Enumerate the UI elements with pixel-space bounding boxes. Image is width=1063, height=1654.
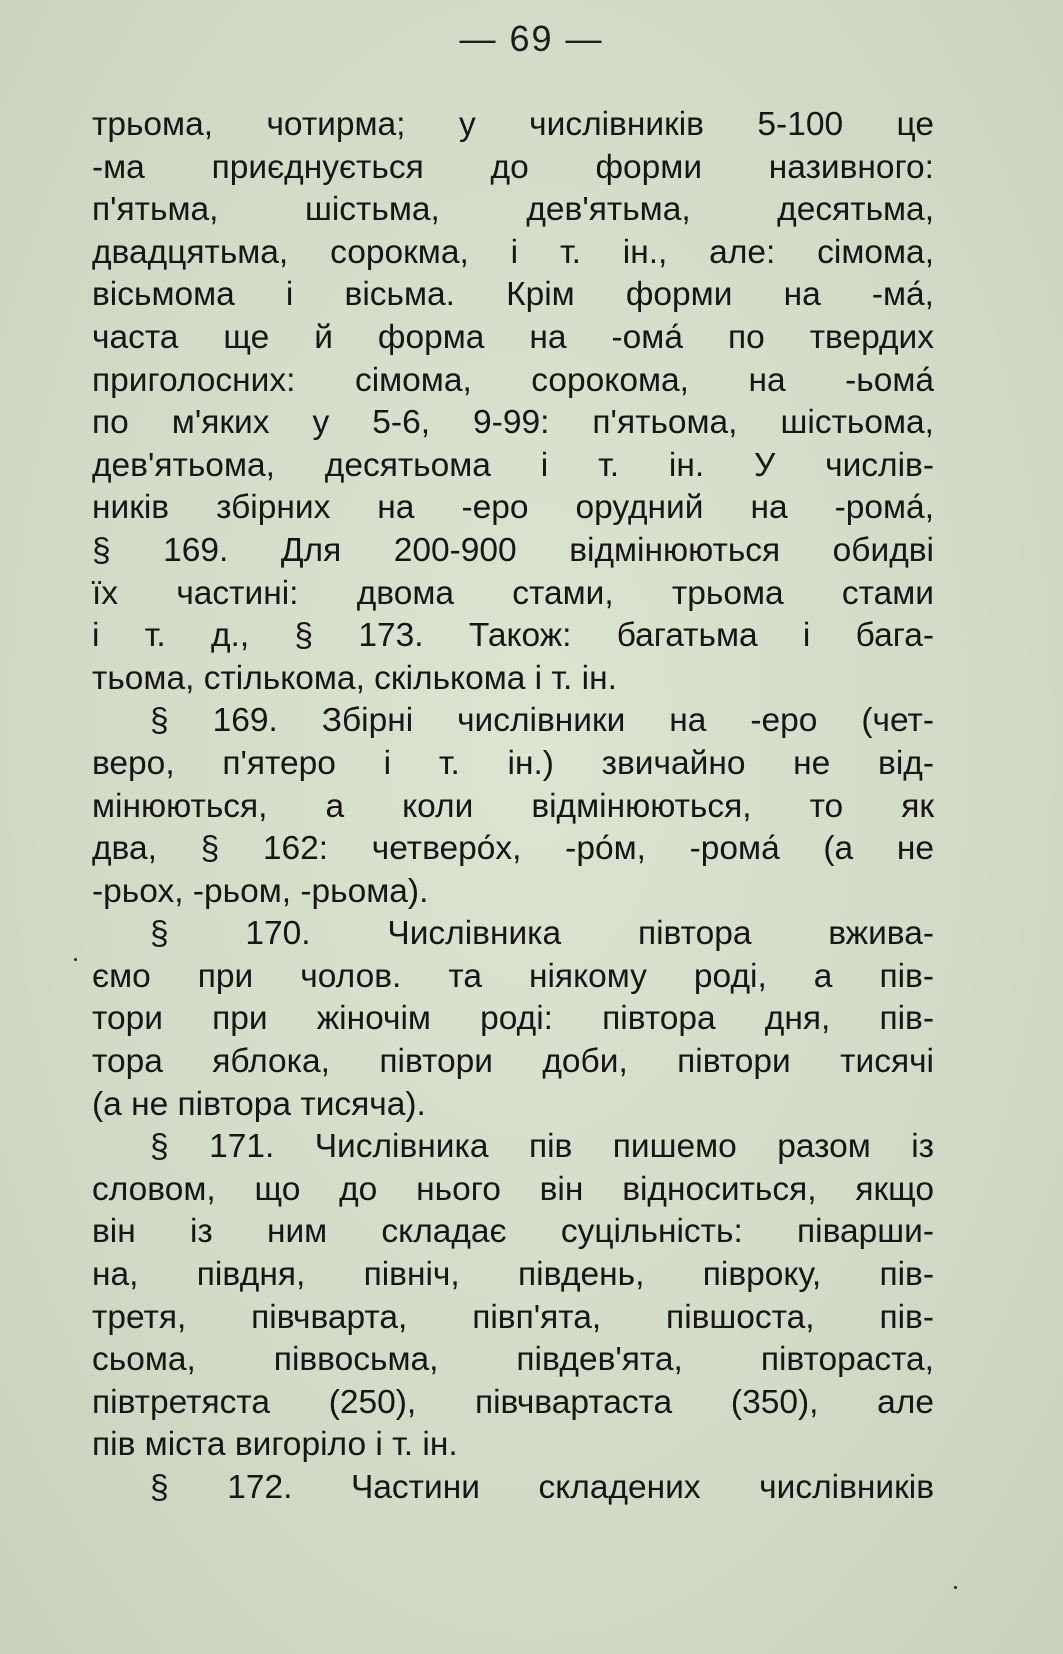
text-line: двадцятьма, сорокма, і т. ін., але: сімома,	[92, 233, 934, 271]
paragraph-170-heading: § 170. Числівника півтора вжива-	[150, 915, 934, 953]
text-line: тори при жіночім роді: півтора дня, пів-	[92, 1000, 934, 1038]
text-line: пів міста вигоріло і т. ін.	[92, 1426, 458, 1464]
text-line: § 169. Для 200-900 відмінюються обидві	[92, 531, 934, 569]
print-speck	[74, 958, 77, 961]
text-line: вісьмома і вісьма. Крім форми на -ма́,	[92, 276, 934, 314]
text-line: два, § 162: четверо́х, -ро́м, -рома́ (а не	[92, 830, 934, 868]
text-line: на, півдня, північ, південь, півроку, пів-	[92, 1256, 934, 1294]
text-line: веро, п'ятеро і т. ін.) звичайно не від-	[92, 744, 934, 782]
text-line: ємо при чолов. та ніякому роді, а пів-	[92, 957, 934, 995]
paragraph-172-heading: § 172. Частини складених числівників	[150, 1469, 934, 1506]
text-line: часта ще й форма на -ома́ по твердих	[92, 318, 934, 356]
text-line: п'ятьма, шістьма, дев'ятьма, десятьма,	[92, 191, 934, 229]
print-speck	[954, 1586, 957, 1589]
paragraph-169-heading: § 169. Збірні числівники на -еро (чет-	[150, 702, 934, 740]
text-line: (а не півтора тисяча).	[92, 1085, 426, 1123]
text-line: сьома, піввосьма, півдев'ята, півтораста,	[92, 1341, 934, 1379]
text-line: мінюються, а коли відмінюються, то як	[92, 787, 934, 825]
text-line: третя, півчварта, півп'ята, півшоста, пів-	[92, 1298, 934, 1336]
text-line: тора яблока, півтори доби, півтори тисячі	[92, 1043, 934, 1081]
page-number: — 69 —	[459, 18, 604, 59]
text-line: приголосних: сімома, сорокома, на -ьома́	[92, 361, 934, 399]
text-line: він із ним складає суцільність: піварши-	[92, 1213, 934, 1251]
text-line: їх частині: двома стами, трьома стами	[92, 574, 934, 612]
text-line: півтретяста (250), півчвартаста (350), але	[92, 1383, 934, 1421]
paragraph-171-heading: § 171. Числівника пів пишемо разом із	[150, 1128, 934, 1166]
text-line: ників збірних на -еро орудний на -рома́,	[92, 489, 934, 527]
text-line: -ма приєднується до форми називного:	[92, 148, 934, 186]
text-line: -рьох, -рьом, -рьома).	[92, 872, 429, 910]
text-line: і т. д., § 173. Також: багатьма і бага-	[92, 617, 934, 655]
text-line: трьома, чотирма; у числівників 5-100 це	[92, 106, 934, 143]
text-line: тьома, стількома, скількома і т. ін.	[92, 659, 617, 697]
text-line: по м'яких у 5-6, 9-99: п'ятьома, шістьома,	[92, 404, 934, 442]
text-line: словом, що до нього він відноситься, якщо	[92, 1170, 934, 1208]
text-line: дев'ятьома, десятьома і т. ін. У числів-	[92, 446, 934, 484]
body-text	[92, 104, 934, 1510]
